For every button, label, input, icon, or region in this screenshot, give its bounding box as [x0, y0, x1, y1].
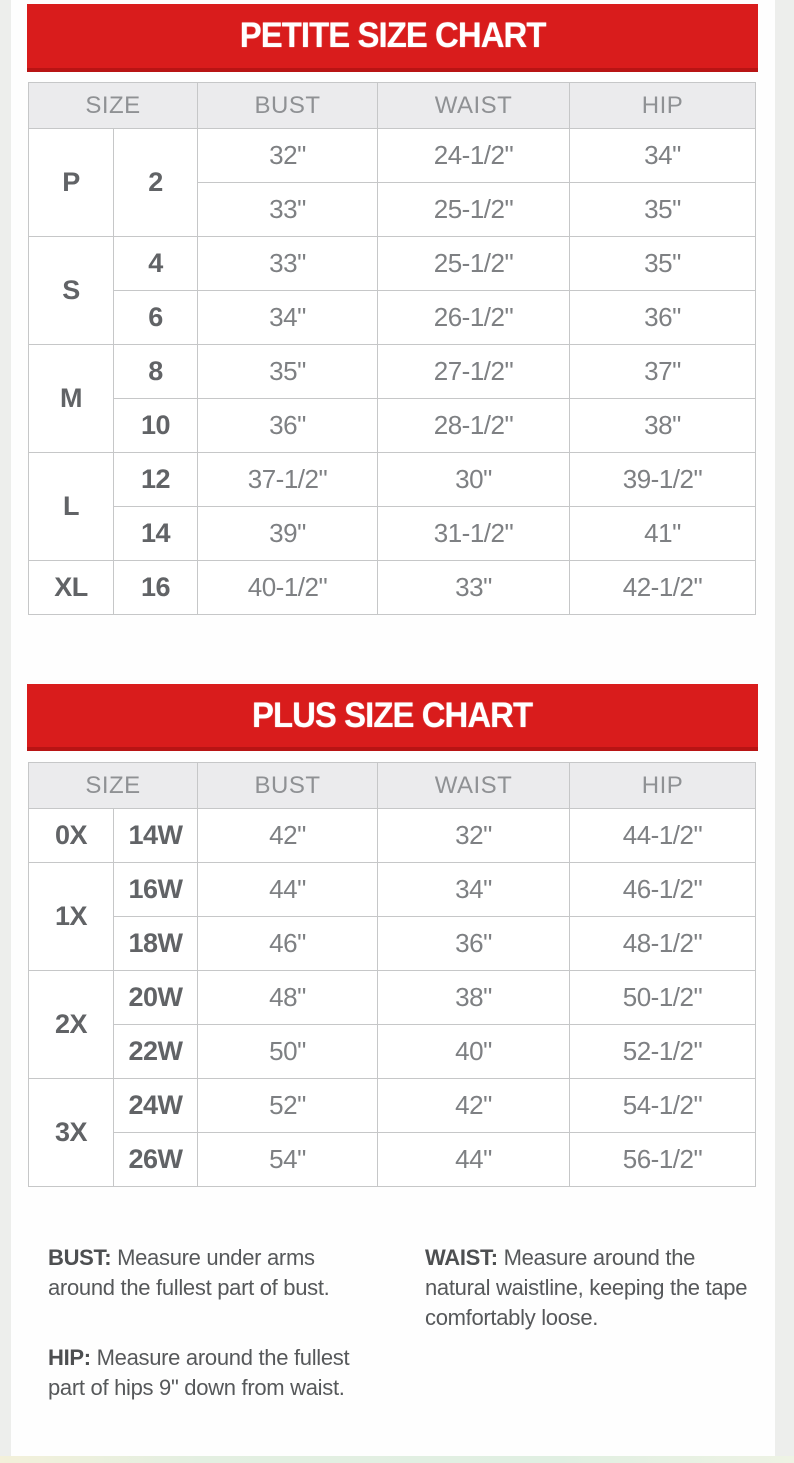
bust-cell: 33"	[198, 237, 378, 291]
size-number-cell: 16W	[114, 863, 198, 917]
bust-cell: 50"	[198, 1025, 378, 1079]
waist-cell: 36"	[378, 917, 570, 971]
waist-cell: 30"	[378, 453, 570, 507]
hip-cell: 46-1/2"	[570, 863, 756, 917]
bust-cell: 34"	[198, 291, 378, 345]
size-number-cell: 10	[114, 399, 198, 453]
size-letter-cell: P	[29, 129, 114, 237]
waist-note	[425, 1243, 755, 1333]
hip-cell: 36"	[570, 291, 756, 345]
hip-cell: 37"	[570, 345, 756, 399]
table-row	[29, 917, 756, 971]
bottom-edge-strip	[0, 1456, 794, 1463]
hip-cell: 34"	[570, 129, 756, 183]
size-letter-cell: 3X	[29, 1079, 114, 1187]
size-number-cell: 6	[114, 291, 198, 345]
bust-cell: 33"	[198, 183, 378, 237]
bust-cell: 37-1/2"	[198, 453, 378, 507]
size-number-cell: 16	[114, 561, 198, 615]
hip-note-text: Measure around the fullest part of hips 9" down from waist.	[48, 1345, 350, 1400]
bust-note-text: Measure under arms around the fullest part of bust.	[48, 1245, 330, 1300]
col-header-hip: HIP	[570, 83, 756, 129]
waist-cell: 40"	[378, 1025, 570, 1079]
waist-cell: 32"	[378, 809, 570, 863]
waist-cell: 25-1/2"	[378, 183, 570, 237]
hip-note	[48, 1343, 388, 1403]
waist-cell: 24-1/2"	[378, 129, 570, 183]
waist-cell: 26-1/2"	[378, 291, 570, 345]
waist-note-text: Measure around the natural waistline, keeping the tape comfortably loose.	[425, 1245, 748, 1330]
size-letter-cell: L	[29, 453, 114, 561]
size-chart-card	[11, 0, 775, 1463]
size-number-cell: 22W	[114, 1025, 198, 1079]
bust-cell: 40-1/2"	[198, 561, 378, 615]
bust-cell: 48"	[198, 971, 378, 1025]
hip-cell: 50-1/2"	[570, 971, 756, 1025]
col-header-size: SIZE	[29, 83, 198, 129]
table-row	[29, 453, 756, 507]
plus-chart-title: PLUS SIZE CHART	[252, 695, 533, 735]
hip-cell: 52-1/2"	[570, 1025, 756, 1079]
hip-cell: 35"	[570, 183, 756, 237]
waist-cell: 31-1/2"	[378, 507, 570, 561]
bust-cell: 42"	[198, 809, 378, 863]
size-number-cell: 14W	[114, 809, 198, 863]
size-letter-cell: XL	[29, 561, 114, 615]
size-number-cell: 14	[114, 507, 198, 561]
waist-cell: 33"	[378, 561, 570, 615]
petite-chart-banner	[27, 4, 758, 72]
bust-cell: 52"	[198, 1079, 378, 1133]
plus-header-row	[29, 763, 756, 809]
waist-cell: 25-1/2"	[378, 237, 570, 291]
table-row	[29, 399, 756, 453]
hip-cell: 41"	[570, 507, 756, 561]
table-row	[29, 1133, 756, 1187]
col-header-size: SIZE	[29, 763, 198, 809]
bust-cell: 36"	[198, 399, 378, 453]
table-row	[29, 129, 756, 183]
waist-cell: 34"	[378, 863, 570, 917]
waist-cell: 38"	[378, 971, 570, 1025]
col-header-hip: HIP	[570, 763, 756, 809]
table-row	[29, 1079, 756, 1133]
bust-cell: 44"	[198, 863, 378, 917]
hip-cell: 35"	[570, 237, 756, 291]
petite-chart-title: PETITE SIZE CHART	[239, 16, 546, 55]
bust-cell: 35"	[198, 345, 378, 399]
petite-size-table	[28, 82, 756, 615]
size-number-cell: 20W	[114, 971, 198, 1025]
waist-cell: 42"	[378, 1079, 570, 1133]
table-row	[29, 809, 756, 863]
size-number-cell: 2	[114, 129, 198, 237]
waist-cell: 44"	[378, 1133, 570, 1187]
table-row	[29, 561, 756, 615]
hip-cell: 54-1/2"	[570, 1079, 756, 1133]
table-row	[29, 237, 756, 291]
hip-cell: 56-1/2"	[570, 1133, 756, 1187]
waist-note-label: WAIST:	[425, 1245, 498, 1270]
bust-note-label: BUST:	[48, 1245, 112, 1270]
hip-cell: 38"	[570, 399, 756, 453]
col-header-bust: BUST	[198, 763, 378, 809]
table-row	[29, 291, 756, 345]
size-letter-cell: S	[29, 237, 114, 345]
waist-cell: 27-1/2"	[378, 345, 570, 399]
table-row	[29, 1025, 756, 1079]
bust-cell: 46"	[198, 917, 378, 971]
petite-header-row	[29, 83, 756, 129]
hip-note-label: HIP:	[48, 1345, 91, 1370]
size-number-cell: 24W	[114, 1079, 198, 1133]
table-row	[29, 971, 756, 1025]
col-header-waist: WAIST	[378, 83, 570, 129]
bust-note	[48, 1243, 358, 1303]
col-header-waist: WAIST	[378, 763, 570, 809]
size-letter-cell: M	[29, 345, 114, 453]
bust-cell: 54"	[198, 1133, 378, 1187]
size-number-cell: 12	[114, 453, 198, 507]
size-letter-cell: 1X	[29, 863, 114, 971]
col-header-bust: BUST	[198, 83, 378, 129]
plus-size-table	[28, 762, 756, 1187]
hip-cell: 48-1/2"	[570, 917, 756, 971]
waist-cell: 28-1/2"	[378, 399, 570, 453]
plus-chart-banner	[27, 684, 758, 751]
size-letter-cell: 0X	[29, 809, 114, 863]
size-number-cell: 18W	[114, 917, 198, 971]
bust-cell: 39"	[198, 507, 378, 561]
bust-cell: 32"	[198, 129, 378, 183]
size-letter-cell: 2X	[29, 971, 114, 1079]
table-row	[29, 507, 756, 561]
table-row	[29, 863, 756, 917]
size-number-cell: 8	[114, 345, 198, 399]
table-row	[29, 345, 756, 399]
hip-cell: 44-1/2"	[570, 809, 756, 863]
hip-cell: 42-1/2"	[570, 561, 756, 615]
size-number-cell: 4	[114, 237, 198, 291]
hip-cell: 39-1/2"	[570, 453, 756, 507]
size-number-cell: 26W	[114, 1133, 198, 1187]
